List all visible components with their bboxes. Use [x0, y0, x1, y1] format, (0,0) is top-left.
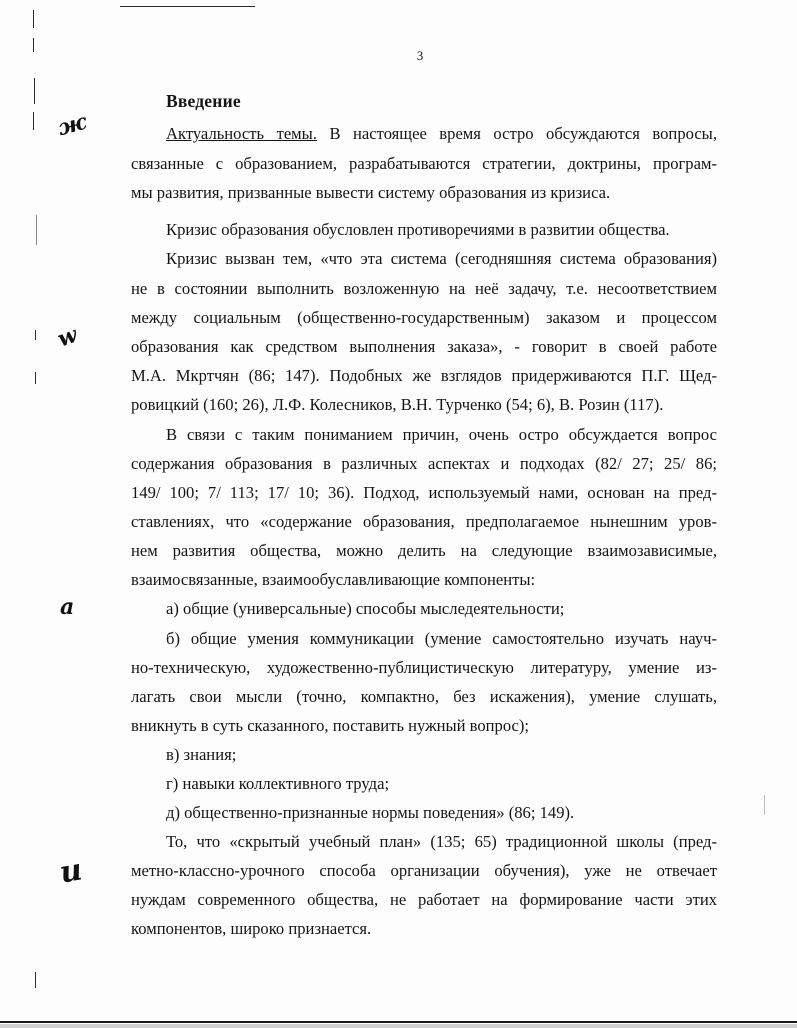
scan-artifact-margin-line [35, 372, 36, 384]
text-line: М.А. Мкртчян (86; 147). Подобных же взглядов придерживаются П.Г. Щед- [131, 366, 717, 385]
list-item: д) общественно-признанные нормы поведения» (86; 149). [166, 803, 575, 822]
list-item: а) общие (универсальные) способы мыследеятельности; [166, 599, 565, 618]
text-line: мы развития, призванные вывести систему образования из кризиса. [131, 183, 611, 202]
handwritten-margin-mark: а [60, 594, 75, 620]
text-line: связанные с образованием, разрабатываются стратегии, доктрины, програм- [131, 154, 717, 173]
text-line: между социальным (общественно-государственным) заказом и процессом [131, 308, 717, 327]
text-line: метно-классно-урочного способа организации обучения), уже не отвечает [131, 861, 717, 880]
text-fragment: В настоящее время остро обсуждаются вопросы, [316, 124, 717, 143]
page-number: 3 [416, 48, 424, 63]
list-item: в) знания; [166, 745, 237, 764]
scan-artifact-margin-line [33, 10, 34, 28]
text-line: ровицкий (160; 26), Л.Ф. Колесников, В.Н. Турченко (54; 6), В. Розин (117). [131, 395, 664, 414]
scan-artifact-margin-line [33, 38, 34, 52]
scan-artifact-bottom-rule [0, 1021, 797, 1023]
list-item: г) навыки коллективного труда; [166, 774, 390, 793]
scan-artifact-margin-line [33, 112, 34, 130]
text-line: нуждам современного общества, не работает на формирование части этих [131, 890, 717, 909]
scan-artifact-margin-line [35, 330, 36, 340]
text-line: Кризис вызван тем, «что эта система (сегодняшняя система образования) [166, 249, 717, 268]
topic-label: Актуальность темы. [166, 124, 317, 143]
scan-artifact-margin-line [34, 78, 35, 104]
text-line: Кризис образования обусловлен противоречиями в развитии общества. [166, 220, 670, 239]
scan-artifact-margin-line [764, 795, 765, 815]
text-line: 149/ 100; 7/ 113; 17/ 10; 36). Подход, используемый нами, основан на пред- [131, 483, 717, 502]
scan-artifact-margin-line [36, 215, 37, 245]
text-line: В связи с таким пониманием причин, очень остро обсуждается вопрос [166, 425, 717, 444]
handwritten-margin-mark: ж [55, 108, 90, 142]
text-line [166, 119, 717, 149]
text-line: не в состоянии выполнить возложенную на неё задачу, т.е. несоответствием [131, 279, 717, 298]
scan-artifact-bottom-shadow [0, 1024, 797, 1028]
list-item: б) общие умения коммуникации (умение самостоятельно изучать науч- [166, 629, 717, 648]
text-line: содержания образования в различных аспектах и подходах (82/ 27; 25/ 86; [131, 454, 717, 473]
text-line: но-техническую, художественно-публицистическую литературу, умение из- [131, 658, 717, 677]
text-line: компонентов, широко признается. [131, 919, 372, 938]
text-line: образования как средством выполнения заказа», - говорит в своей работе [131, 337, 717, 356]
text-line: ставлениях, что «содержание образования, предполагаемое нынешним уров- [131, 512, 717, 531]
section-heading: Введение [166, 91, 241, 111]
text-line: взаимосвязанные, взаимообуславливающие компоненты: [131, 570, 536, 589]
scan-artifact-top-rule [120, 6, 255, 7]
handwritten-margin-mark: w [54, 321, 81, 353]
text-line: вникнуть в суть сказанного, поставить нужный вопрос); [131, 716, 530, 735]
text-line: нем развития общества, можно делить на следующие взаимозависимые, [131, 541, 717, 560]
text-line: То, что «скрытый учебный план» (135; 65) традиционной школы (пред- [166, 832, 717, 851]
handwritten-margin-mark: и [57, 852, 85, 891]
text-line: лагать свои мысли (точно, компактно, без искажения), умение слушать, [131, 687, 717, 706]
scan-artifact-margin-line [35, 972, 36, 988]
